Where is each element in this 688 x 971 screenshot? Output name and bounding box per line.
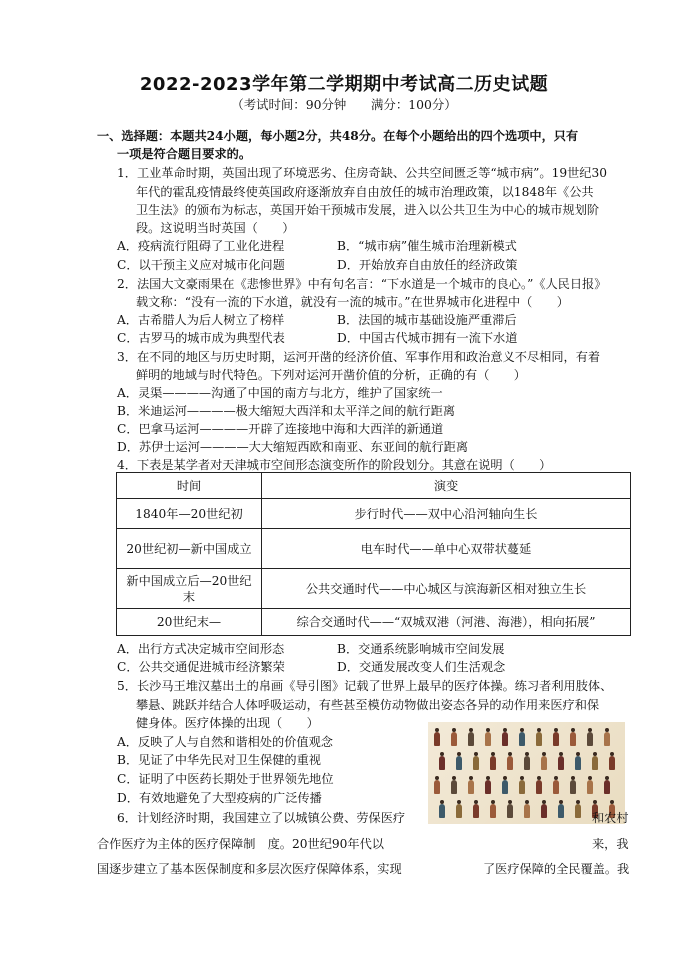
table-cell: 20世纪末— [117, 609, 262, 636]
option-c: C．巴拿马运河————开辟了连接地中海和大西洋的新通道 [117, 422, 444, 436]
option-a: A．反映了人与自然和谐相处的价值观念 [117, 735, 333, 749]
section-heading: 一、选择题：本题共24小题，每小题2分，共48分。在每个小题给出的四个选项中，只有 [97, 129, 579, 143]
painting-figure [473, 804, 479, 818]
table-header: 时间 [117, 473, 262, 499]
question-5-line: 攀悬、跳跃并结合人体呼吸运动，有些甚至模仿动物做出姿态各异的动作用来医疗和保 [136, 698, 600, 712]
option-c: C．公共交通促进城市经济繁荣 [117, 660, 285, 674]
table-row [117, 569, 631, 609]
question-1-line: 卫生法》的颁布为标志，英国开始干预城市发展，进入以公共卫生为中心的城市规划阶 [136, 203, 600, 217]
painting-figure [575, 804, 581, 818]
painting-figure [485, 780, 491, 794]
option-c: C．证明了中医药长期处于世界领先地位 [117, 772, 334, 786]
painting-figure [468, 732, 474, 746]
table-row [117, 499, 631, 529]
question-5-line: 5．长沙马王堆汉墓出土的帛画《导引图》记载了世界上最早的医疗体操。练习者利用肢体、 [117, 679, 613, 693]
painting-figure [439, 756, 445, 770]
painting-figure [519, 732, 525, 746]
table-row [117, 529, 631, 569]
question-6-line: 国逐步建立了基本医保制度和多层次医疗保障体系，实现 [97, 862, 402, 876]
painting-figure [575, 756, 581, 770]
section-heading-cont: 一项是符合题目要求的。 [117, 147, 252, 161]
option-b: B．“城市病”催生城市治理新模式 [337, 239, 517, 253]
painting-figure [507, 804, 513, 818]
painting-figure [524, 804, 530, 818]
painting-figure [524, 756, 530, 770]
table-cell: 新中国成立后—20世纪末 [117, 569, 262, 609]
painting-figure [558, 756, 564, 770]
painting-figure [541, 804, 547, 818]
painting-figure [541, 756, 547, 770]
painting-figure [604, 732, 610, 746]
table-cell: 综合交通时代——“双城双港（河港、海港），相向拓展” [262, 609, 631, 636]
painting-figure [468, 780, 474, 794]
option-d: D．交通发展改变人们生活观念 [337, 660, 506, 674]
evolution-table [116, 472, 631, 636]
painting-figure [553, 732, 559, 746]
painting-figure [490, 756, 496, 770]
table-cell: 电车时代——单中心双带状蔓延 [262, 529, 631, 569]
painting-figure [507, 756, 513, 770]
painting-figure [558, 804, 564, 818]
painting-figure [485, 732, 491, 746]
painting-figure [439, 804, 445, 818]
painting-figure [502, 732, 508, 746]
option-a: A．疫病流行阻碍了工业化进程 [117, 239, 285, 253]
exam-info: （考试时间：90分钟 满分：100分） [231, 97, 457, 112]
option-b: B．米迪运河————极大缩短大西洋和太平洋之间的航行距离 [117, 404, 456, 418]
option-a: A．出行方式决定城市空间形态 [117, 642, 285, 656]
question-6-line: 来，我 [592, 837, 629, 851]
question-1-line: 1．工业革命时期，英国出现了环境恶劣、住房奇缺、公共空间匮乏等“城市病”。19世纪30 [117, 166, 607, 180]
question-6-line: 合作医疗为主体的医疗保障制 度。20世纪90年代以 [97, 837, 384, 851]
option-a: A．灵渠————沟通了中国的南方与北方，维护了国家统一 [117, 386, 443, 400]
painting-figure [502, 780, 508, 794]
painting-figure [456, 756, 462, 770]
page-title: 2022-2023学年第二学期期中考试高二历史试题 [139, 74, 549, 95]
question-1-line: 年代的霍乱疫情最终使英国政府逐渐放弃自由放任的城市治理政策，以1848年《公共 [136, 185, 594, 199]
painting-figure [570, 780, 576, 794]
painting-figure [434, 780, 440, 794]
painting-figure [490, 804, 496, 818]
question-5-line: 健身体。医疗体操的出现（ ） [136, 716, 319, 730]
question-4-line: 4．下表是某学者对天津城市空间形态演变所作的阶段划分。其意在说明（ ） [117, 458, 552, 472]
painting-figure [570, 732, 576, 746]
option-a: A．古希腊人为后人树立了榜样 [117, 313, 285, 327]
painting-figure [587, 780, 593, 794]
option-d: D．开始放弃自由放任的经济政策 [337, 258, 518, 272]
painting-figure [536, 732, 542, 746]
painting-figure [592, 756, 598, 770]
table-cell: 公共交通时代——中心城区与滨海新区相对独立生长 [262, 569, 631, 609]
question-2-line: 载文称：“没有一流的下水道，就没有一流的城市。”在世界城市化进程中（ ） [136, 295, 569, 309]
option-c: C．以干预主义应对城市化问题 [117, 258, 285, 272]
option-b: B．法国的城市基础设施严重滞后 [337, 313, 517, 327]
table-header: 演变 [262, 473, 631, 499]
painting-figure [434, 732, 440, 746]
painting-figure [456, 804, 462, 818]
painting-figure [604, 780, 610, 794]
daoyin-painting-image [428, 722, 625, 824]
option-b: B．交通系统影响城市空间发展 [337, 642, 505, 656]
question-3-line: 鲜明的地域与时代特色。下列对运河开凿价值的分析，正确的有（ ） [136, 368, 526, 382]
question-2-line: 2．法国大文豪雨果在《悲惨世界》中有句名言：“下水道是一个城市的良心。”《人民日报》 [117, 277, 607, 291]
option-b: B．见证了中华先民对卫生保健的重视 [117, 753, 321, 767]
option-c: C．古罗马的城市成为典型代表 [117, 331, 285, 345]
painting-figure [587, 732, 593, 746]
question-6-line: 6．计划经济时期，我国建立了以城镇公费、劳保医疗 [117, 811, 406, 825]
table-cell: 20世纪初—新中国成立 [117, 529, 262, 569]
question-6-line: 和农村 [592, 811, 629, 825]
table-row [117, 609, 631, 636]
question-3-line: 3．在不同的地区与历史时期，运河开凿的经济价值、军事作用和政治意义不尽相同，有着 [117, 350, 601, 364]
painting-figure [519, 780, 525, 794]
question-6-line: 了医疗保障的全民覆盖。我 [483, 862, 630, 876]
option-d: D．中国古代城市拥有一流下水道 [337, 331, 518, 345]
option-d: D．有效地避免了大型疫病的广泛传播 [117, 791, 322, 805]
painting-figure [451, 780, 457, 794]
option-d: D．苏伊士运河————大大缩短西欧和南亚、东亚间的航行距离 [117, 440, 469, 454]
painting-figure [473, 756, 479, 770]
painting-figure [553, 780, 559, 794]
table-cell: 步行时代——双中心沿河轴向生长 [262, 499, 631, 529]
painting-figure [609, 756, 615, 770]
painting-figure [536, 780, 542, 794]
question-1-line: 段。这说明当时英国（ ） [136, 221, 295, 235]
painting-figure [451, 732, 457, 746]
table-cell: 1840年—20世纪初 [117, 499, 262, 529]
